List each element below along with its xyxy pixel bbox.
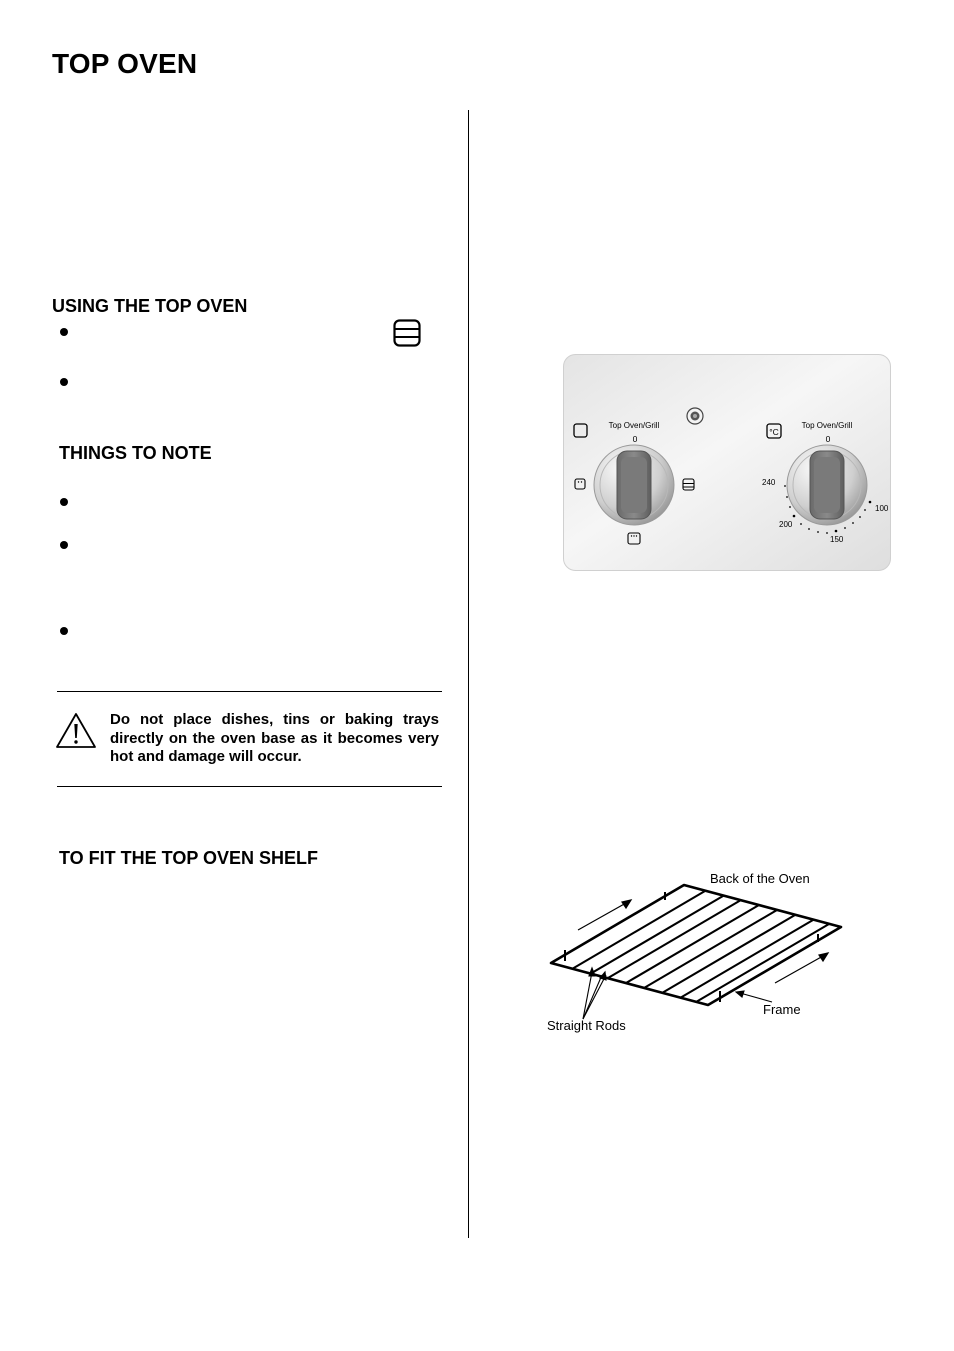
straight-rods-label: Straight Rods <box>547 1018 626 1033</box>
bullet-point <box>60 627 68 635</box>
shelf-rods <box>572 891 829 1002</box>
warning-bottom-rule <box>57 786 442 787</box>
rods-pointer <box>583 968 606 1019</box>
bullet-point <box>60 498 68 506</box>
right-temperature-knob[interactable] <box>787 445 867 525</box>
frame-label: Frame <box>763 1002 801 1017</box>
section-heading-using: USING THE TOP OVEN <box>52 296 248 316</box>
svg-text:°C: °C <box>769 427 779 437</box>
left-control-knob[interactable] <box>594 445 674 525</box>
bullet-point <box>60 378 68 386</box>
left-knob-label: Top Oven/Grill <box>608 421 660 430</box>
left-knob-zero: 0 <box>632 434 638 444</box>
indicator-light-icon <box>687 408 703 424</box>
right-knob-label: Top Oven/Grill <box>801 421 853 430</box>
oven-shelf-diagram <box>540 862 850 1042</box>
page-title: TOP OVEN <box>52 48 198 79</box>
control-panel-illustration <box>563 354 891 571</box>
temp-label-240: 240 <box>762 478 776 487</box>
warning-text: Do not place dishes, tins or baking trays directly on the oven base as it becomes very hot and damage will occur. <box>110 711 439 765</box>
right-knob-zero: 0 <box>825 434 831 444</box>
temp-label-100: 100 <box>875 504 889 513</box>
warning-triangle-icon <box>55 712 97 749</box>
frame-ticks <box>565 892 818 1002</box>
column-divider <box>468 110 469 1238</box>
shelf-frame <box>551 885 841 1005</box>
section-heading-notes: THINGS TO NOTE <box>59 443 212 463</box>
temp-label-200: 200 <box>779 520 793 529</box>
bullet-point <box>60 328 68 336</box>
section-heading-shelf: TO FIT THE TOP OVEN SHELF <box>59 848 319 868</box>
oven-function-icon <box>393 319 421 347</box>
warning-top-rule <box>57 691 442 692</box>
back-of-oven-label: Back of the Oven <box>710 871 810 886</box>
bullet-point <box>60 541 68 549</box>
frame-pointer <box>736 991 772 1002</box>
temp-label-150: 150 <box>830 535 844 544</box>
